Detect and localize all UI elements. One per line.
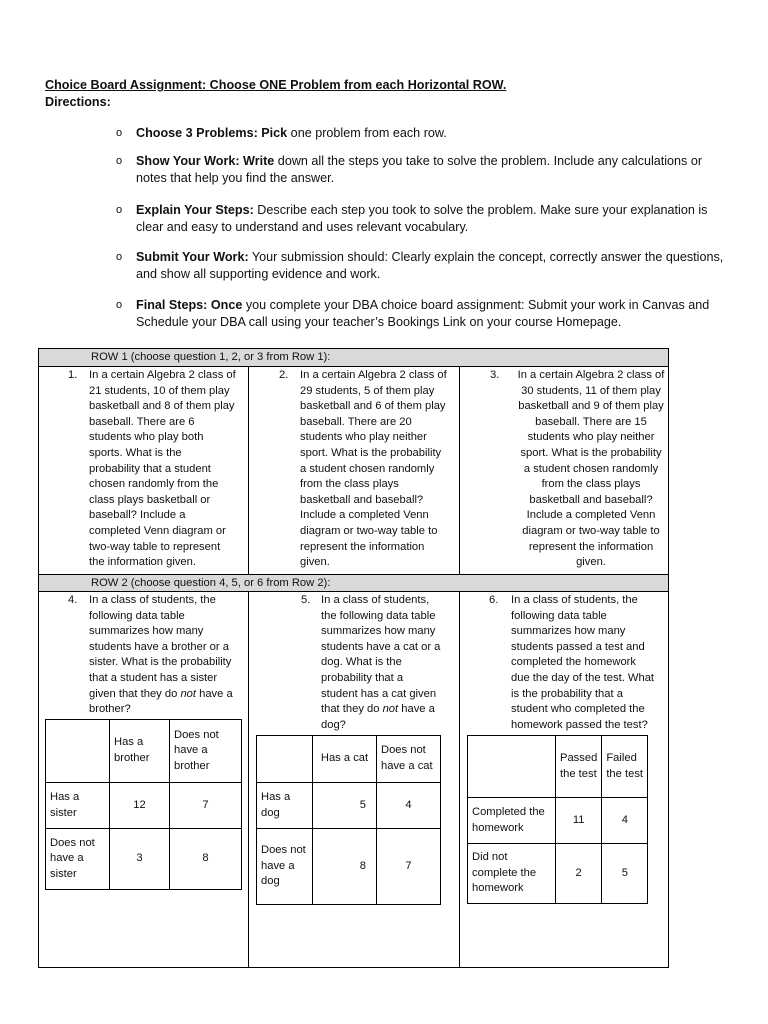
question-line: from the class plays	[541, 478, 641, 491]
table-cell: 11	[556, 798, 602, 844]
table-cell: 12	[110, 783, 170, 829]
question-text	[511, 368, 671, 571]
table-cell: 7	[170, 783, 242, 829]
question-line: baseball. There are 15	[535, 415, 647, 428]
question-line: students who play neither	[300, 431, 427, 444]
question-number: 1.	[68, 369, 78, 381]
question-line: that a student has a sister	[89, 671, 218, 684]
two-way-table-q6	[467, 735, 648, 904]
table-row-label: Has a dog	[257, 783, 313, 829]
question-line: baseball. There are 6	[89, 415, 195, 428]
table-cell: 3	[110, 829, 170, 890]
two-way-table-q5	[256, 735, 441, 905]
table-corner-cell	[46, 720, 110, 783]
question-line: summarizes how many	[321, 625, 436, 638]
assignment-heading	[45, 77, 506, 111]
question-line: sports. What is the	[89, 446, 182, 459]
question-line: represent the information	[528, 540, 654, 553]
question-line: completed Venn diagram or	[89, 524, 226, 537]
question-line: baseball. There are 20	[300, 415, 412, 428]
question-line: basketball and 9 of them play	[518, 400, 664, 413]
question-line: students have a brother or a	[89, 640, 229, 653]
bullet-icon: o	[116, 204, 123, 216]
two-way-table-q4	[45, 719, 242, 890]
bullet-icon: o	[116, 127, 123, 139]
question-line: from the class plays	[300, 478, 399, 491]
direction-lead: Explain Your Steps:	[136, 203, 254, 217]
row2-label: ROW 2 (choose question 4, 5, or 6 from Row 2):	[91, 577, 331, 589]
table-col-header: Does not have a cat	[377, 736, 441, 783]
question-text	[511, 593, 671, 733]
row2-header	[39, 574, 668, 592]
question-line: In a class of students,	[321, 594, 430, 606]
question-line: students passed a test and	[511, 640, 645, 653]
question-line: basketball and 8 of them play	[89, 400, 235, 413]
table-col-header: Failed the test	[602, 736, 648, 798]
question-line: basketball and 6 of them play	[300, 400, 446, 413]
question-line: probability that a student	[89, 462, 211, 475]
question-line: that they do not have a	[321, 703, 435, 716]
direction-lead: Choose 3 Problems: Pick	[136, 126, 288, 140]
table-cell: 4	[602, 798, 648, 844]
question-number: 3.	[490, 369, 500, 381]
table-row-label: Has a sister	[46, 783, 110, 829]
table-col-header: Has a brother	[110, 720, 170, 783]
question-line: basketball and baseball?	[529, 493, 653, 506]
table-cell: 7	[377, 829, 441, 905]
question-line: basketball and baseball?	[300, 493, 424, 506]
question-line: sport. What is the probability	[520, 446, 662, 459]
question-line: represent the information	[300, 540, 425, 553]
question-line: students have a cat or a	[321, 640, 441, 653]
question-line: baseball? Include a	[89, 509, 186, 522]
question-line: brother?	[89, 703, 131, 716]
table-row-label: Completed the homework	[468, 798, 556, 844]
table-row-label: Does not have a sister	[46, 829, 110, 890]
question-line: students who play both	[89, 431, 204, 444]
row1-label: ROW 1 (choose question 1, 2, or 3 from Row 1):	[91, 351, 331, 363]
question-line: completed the homework	[511, 656, 636, 669]
question-line: due the day of the test. What	[511, 671, 655, 684]
question-text	[300, 368, 460, 571]
table-col-header: Passed the test	[556, 736, 602, 798]
question-text	[89, 593, 249, 718]
table-cell: 2	[556, 844, 602, 904]
question-number: 4.	[68, 594, 78, 606]
direction-text: you complete your DBA choice board assignment: Submit your work in Canvas and Schedule your DBA call using your teacher’s Bookings Link on your course Homepage.	[136, 298, 710, 329]
table-cell: 8	[313, 829, 377, 905]
question-line: Include a completed Venn	[526, 509, 656, 522]
question-line: dog. What is the	[321, 656, 402, 669]
bullet-icon: o	[116, 155, 123, 167]
table-row-label: Did not complete the homework	[468, 844, 556, 904]
question-line: In a certain Algebra 2 class of	[89, 369, 236, 381]
question-line: a student chosen randomly	[523, 462, 659, 475]
question-line: the following data table	[321, 609, 436, 622]
table-col-header: Does not have a brother	[170, 720, 242, 783]
direction-text: Your submission should: Clearly explain the concept, correctly answer the questions, and show all supporting evidence and work.	[136, 250, 724, 281]
question-line: sport. What is the probability	[300, 446, 442, 459]
direction-lead: Submit Your Work:	[136, 250, 249, 264]
table-cell: 5	[602, 844, 648, 904]
table-corner-cell	[257, 736, 313, 783]
question-line: 30 students, 11 of them play	[521, 384, 661, 397]
question-line: two-way table to represent	[89, 540, 221, 553]
direction-lead: Show Your Work: Write	[136, 154, 275, 168]
question-number: 5.	[301, 594, 311, 606]
question-line: given.	[300, 556, 330, 569]
row1-header	[39, 349, 668, 367]
question-line: the information given.	[89, 556, 196, 569]
question-line: students who play neither	[527, 431, 655, 444]
question-line: following data table	[89, 609, 185, 622]
question-line: diagram or two-way table to	[522, 524, 660, 537]
question-line: homework passed the test?	[511, 718, 648, 731]
question-line: following data table	[511, 609, 607, 622]
direction-lead: Final Steps: Once	[136, 298, 243, 312]
table-cell: 8	[170, 829, 242, 890]
table-corner-cell	[468, 736, 556, 798]
question-line: summarizes how many	[511, 625, 626, 638]
direction-text: Describe each step you took to solve the problem. Make sure your explanation is clear and easy to understand and uses relevant vocabulary.	[136, 203, 708, 234]
question-text	[321, 593, 461, 733]
question-line: chosen randomly from the	[89, 478, 219, 491]
question-line: In a class of students, the	[511, 594, 638, 606]
assignment-title: Choice Board Assignment: Choose ONE Problem from each Horizontal ROW.	[45, 78, 507, 92]
question-line: diagram or two-way table to	[300, 524, 438, 537]
question-line: 21 students, 10 of them play	[89, 384, 230, 397]
question-line: is the probability that a	[511, 687, 623, 700]
question-number: 2.	[279, 369, 289, 381]
bullet-icon: o	[116, 251, 123, 263]
question-line: sister. What is the probability	[89, 656, 232, 669]
directions-label: Directions:	[45, 95, 111, 109]
question-line: student has a cat given	[321, 687, 437, 700]
question-line: In a certain Algebra 2 class of	[300, 369, 447, 381]
question-line: dog?	[321, 718, 346, 731]
question-line: a student chosen randomly	[300, 462, 435, 475]
question-number: 6.	[489, 594, 499, 606]
table-col-header: Has a cat	[313, 736, 377, 783]
question-line: student who completed the	[511, 703, 645, 716]
direction-text: one problem from each row.	[287, 126, 447, 140]
question-line: In a certain Algebra 2 class of	[517, 369, 665, 381]
choice-board	[38, 348, 669, 968]
question-line: In a class of students, the	[89, 594, 216, 606]
bullet-icon: o	[116, 299, 123, 311]
table-row-label: Does not have a dog	[257, 829, 313, 905]
table-cell: 5	[313, 783, 377, 829]
question-line: given.	[576, 556, 606, 569]
question-line: given that they do not have a	[89, 687, 233, 700]
question-line: Include a completed Venn	[300, 509, 429, 522]
question-line: summarizes how many	[89, 625, 204, 638]
question-line: 29 students, 5 of them play	[300, 384, 435, 397]
question-line: class plays basketball or	[89, 493, 211, 506]
question-text	[89, 368, 249, 571]
table-cell: 4	[377, 783, 441, 829]
question-line: probability that a	[321, 671, 404, 684]
direction-text: down all the steps you take to solve the problem. Include any calculations or notes that help you find the answer.	[136, 154, 703, 185]
